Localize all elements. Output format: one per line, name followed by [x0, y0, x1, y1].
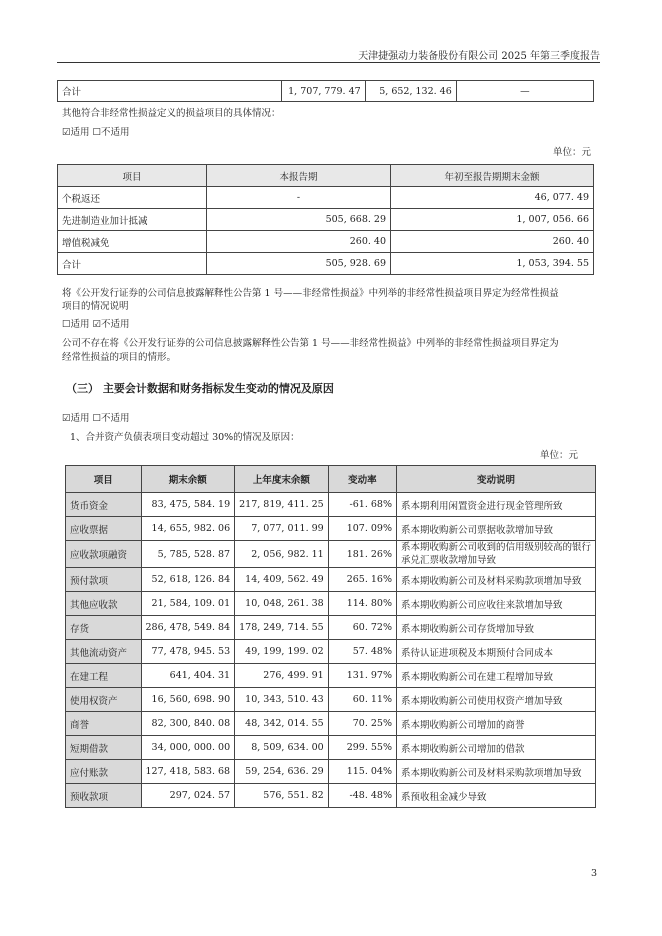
reclass-statement-line1: 公司不存在将《公开发行证券的公司信息披露解释性公告第 1 号——非经常性损益》中列举的非经常性损益项目界定为	[62, 338, 559, 349]
table-cell: 127, 418, 583. 68	[141, 760, 235, 784]
table-cell: 114. 80%	[328, 592, 396, 616]
table-cell: 2, 056, 982. 11	[235, 541, 329, 568]
nonrecurring-total-table	[57, 80, 594, 102]
change-reason: 系本期收购新公司在建工程增加导致	[400, 671, 553, 683]
table-header: 本报告期	[207, 165, 391, 187]
balance-sheet-intro: 1、合并资产负债表项目变动超过 30%的情况及原因：	[70, 432, 300, 443]
table-cell: 8, 509, 634. 00	[235, 736, 329, 760]
table-cell: 1, 707, 779. 47	[282, 81, 365, 102]
table-cell	[396, 517, 595, 541]
table-cell: 5, 652, 132. 46	[365, 81, 456, 102]
reclass-note-line2: 项目的情况说明	[62, 301, 129, 312]
table-cell: 178, 249, 714. 55	[235, 616, 329, 640]
table-cell	[396, 592, 595, 616]
table-cell: 5, 785, 528. 87	[141, 541, 235, 568]
table-cell: —	[456, 81, 593, 102]
table-cell	[396, 616, 595, 640]
change-reason: 系本期收购新公司应收往来款增加导致	[400, 599, 563, 611]
table-cell: 应付账款	[66, 760, 142, 784]
header-divider	[57, 62, 600, 63]
page-number: 3	[591, 868, 598, 879]
table-header: 期末余额	[141, 466, 235, 493]
table-cell: 预付款项	[66, 568, 142, 592]
table-cell: 应收款项融资	[66, 541, 142, 568]
applicable-checkbox-2: ☐适用 ☑不适用	[62, 319, 130, 330]
table-cell: 短期借款	[66, 736, 142, 760]
table-cell: 57. 48%	[328, 640, 396, 664]
table-cell: -48. 48%	[328, 784, 396, 808]
table-cell: 48, 342, 014. 55	[235, 712, 329, 736]
table-cell: 60. 72%	[328, 616, 396, 640]
table-cell: 商誉	[66, 712, 142, 736]
table-cell	[396, 712, 595, 736]
table-cell: 10, 343, 510. 43	[235, 688, 329, 712]
table-cell: 260. 40	[391, 231, 594, 253]
table-cell: 60. 11%	[328, 688, 396, 712]
table-cell	[396, 493, 595, 517]
change-reason: 系本期收购新公司使用权资产增加导致	[400, 695, 563, 707]
table-row	[66, 736, 596, 760]
change-reason: 系本期利用闲置资金进行现金管理所致	[400, 500, 563, 512]
unit-label-2: 单位：元	[540, 450, 579, 461]
table-cell: 个税返还	[58, 187, 207, 209]
table-cell: 59, 254, 636. 29	[235, 760, 329, 784]
table-cell: 46, 077. 49	[391, 187, 594, 209]
section-heading: （三） 主要会计数据和财务指标发生变动的情况及原因	[66, 382, 334, 395]
change-reason: 系待认证进项税及本期预付合同成本	[400, 647, 553, 659]
change-reason: 系预收租金减少导致	[400, 791, 487, 803]
table-header: 变动率	[328, 466, 396, 493]
table-cell: 1, 053, 394. 55	[391, 253, 594, 275]
table-row	[58, 253, 594, 275]
table-cell: 34, 000, 000. 00	[141, 736, 235, 760]
table-row	[66, 493, 596, 517]
other-items-text: 其他符合非经常性损益定义的损益项目的具体情况：	[62, 108, 281, 119]
change-reason: 系本期收购新公司收到的信用级别较高的银行	[400, 542, 591, 553]
table-cell: 使用权资产	[66, 688, 142, 712]
table-header-row	[58, 165, 594, 187]
table-cell: 其他应收款	[66, 592, 142, 616]
table-row	[58, 81, 594, 102]
table-cell: 在建工程	[66, 664, 142, 688]
table-cell: 14, 655, 982. 06	[141, 517, 235, 541]
table-cell: 合计	[58, 81, 282, 102]
table-cell: 存货	[66, 616, 142, 640]
balance-sheet-change-table	[65, 465, 596, 808]
table-row	[66, 760, 596, 784]
table-cell: 115. 04%	[328, 760, 396, 784]
table-cell: 276, 499. 91	[235, 664, 329, 688]
table-cell: 82, 300, 840. 08	[141, 712, 235, 736]
table-cell	[396, 760, 595, 784]
table-cell: 505, 668. 29	[207, 209, 391, 231]
table-cell: 49, 199, 199. 02	[235, 640, 329, 664]
table-cell: 260. 40	[207, 231, 391, 253]
table-header: 变动说明	[396, 466, 595, 493]
table-cell: 505, 928. 69	[207, 253, 391, 275]
table-header: 项目	[58, 165, 207, 187]
table-row	[58, 187, 594, 209]
table-cell: 其他流动资产	[66, 640, 142, 664]
report-header-title: 天津捷强动力装备股份有限公司 2025 年第三季度报告	[358, 51, 600, 62]
table-cell: 299. 55%	[328, 736, 396, 760]
table-row	[66, 640, 596, 664]
table-cell: 297, 024. 57	[141, 784, 235, 808]
table-cell: 52, 618, 126. 84	[141, 568, 235, 592]
table-cell: 641, 404. 31	[141, 664, 235, 688]
table-row	[66, 688, 596, 712]
table-cell: 16, 560, 698. 90	[141, 688, 235, 712]
change-reason: 系本期收购新公司及材料采购款项增加导致	[400, 575, 582, 587]
table-header: 年初至报告期期末金额	[391, 165, 594, 187]
change-reason-cont: 承兑汇票收款增加导致	[400, 555, 496, 566]
table-cell	[396, 640, 595, 664]
table-cell: 265. 16%	[328, 568, 396, 592]
table-cell: 货币资金	[66, 493, 142, 517]
change-reason: 系本期收购新公司存货增加导致	[400, 623, 534, 635]
table-cell: 合计	[58, 253, 207, 275]
table-cell: 增值税减免	[58, 231, 207, 253]
unit-label-1: 单位：元	[553, 147, 592, 158]
table-row	[58, 231, 594, 253]
table-cell: 217, 819, 411. 25	[235, 493, 329, 517]
table-cell: 77, 478, 945. 53	[141, 640, 235, 664]
applicable-checkbox-3: ☑适用 ☐不适用	[62, 413, 130, 424]
table-cell: 83, 475, 584. 19	[141, 493, 235, 517]
table-cell: 7, 077, 011. 99	[235, 517, 329, 541]
table-cell: 576, 551. 82	[235, 784, 329, 808]
table-cell	[396, 688, 595, 712]
table-cell: 10, 048, 261. 38	[235, 592, 329, 616]
table-cell: 预收款项	[66, 784, 142, 808]
change-reason: 系本期收购新公司及材料采购款项增加导致	[400, 767, 582, 779]
change-reason: 系本期收购新公司票据收款增加导致	[400, 524, 553, 536]
table-cell: 1, 007, 056. 66	[391, 209, 594, 231]
table-row	[66, 541, 596, 568]
table-cell	[396, 664, 595, 688]
table-cell: -	[207, 187, 391, 209]
table-cell: 应收票据	[66, 517, 142, 541]
table-cell: 286, 478, 549. 84	[141, 616, 235, 640]
table-row	[66, 784, 596, 808]
table-cell: 70. 25%	[328, 712, 396, 736]
change-reason: 系本期收购新公司增加的商誉	[400, 719, 525, 731]
table-cell: 131. 97%	[328, 664, 396, 688]
table-cell	[396, 568, 595, 592]
table-cell: 107. 09%	[328, 517, 396, 541]
change-reason: 系本期收购新公司增加的借款	[400, 743, 525, 755]
reclass-note-line1: 将《公开发行证券的公司信息披露解释性公告第 1 号——非经常性损益》中列举的非经常性损益项目界定为经常性损益	[62, 288, 559, 299]
table-cell: 14, 409, 562. 49	[235, 568, 329, 592]
applicable-checkbox-1: ☑适用 ☐不适用	[62, 127, 130, 138]
table-cell: -61. 68%	[328, 493, 396, 517]
table-header: 上年度末余额	[235, 466, 329, 493]
table-cell	[396, 736, 595, 760]
table-header: 项目	[66, 466, 142, 493]
table-cell	[396, 541, 595, 568]
table-row	[66, 664, 596, 688]
table-row	[66, 568, 596, 592]
table-cell	[396, 784, 595, 808]
reclass-statement-line2: 经常性损益的项目的情形。	[62, 352, 177, 363]
other-nonrecurring-table	[57, 164, 594, 275]
table-header-row	[66, 466, 596, 493]
table-row	[66, 517, 596, 541]
table-cell: 先进制造业加计抵减	[58, 209, 207, 231]
table-row	[66, 592, 596, 616]
table-row	[66, 616, 596, 640]
table-row	[66, 712, 596, 736]
table-row	[58, 209, 594, 231]
table-cell: 181. 26%	[328, 541, 396, 568]
table-cell: 21, 584, 109. 01	[141, 592, 235, 616]
